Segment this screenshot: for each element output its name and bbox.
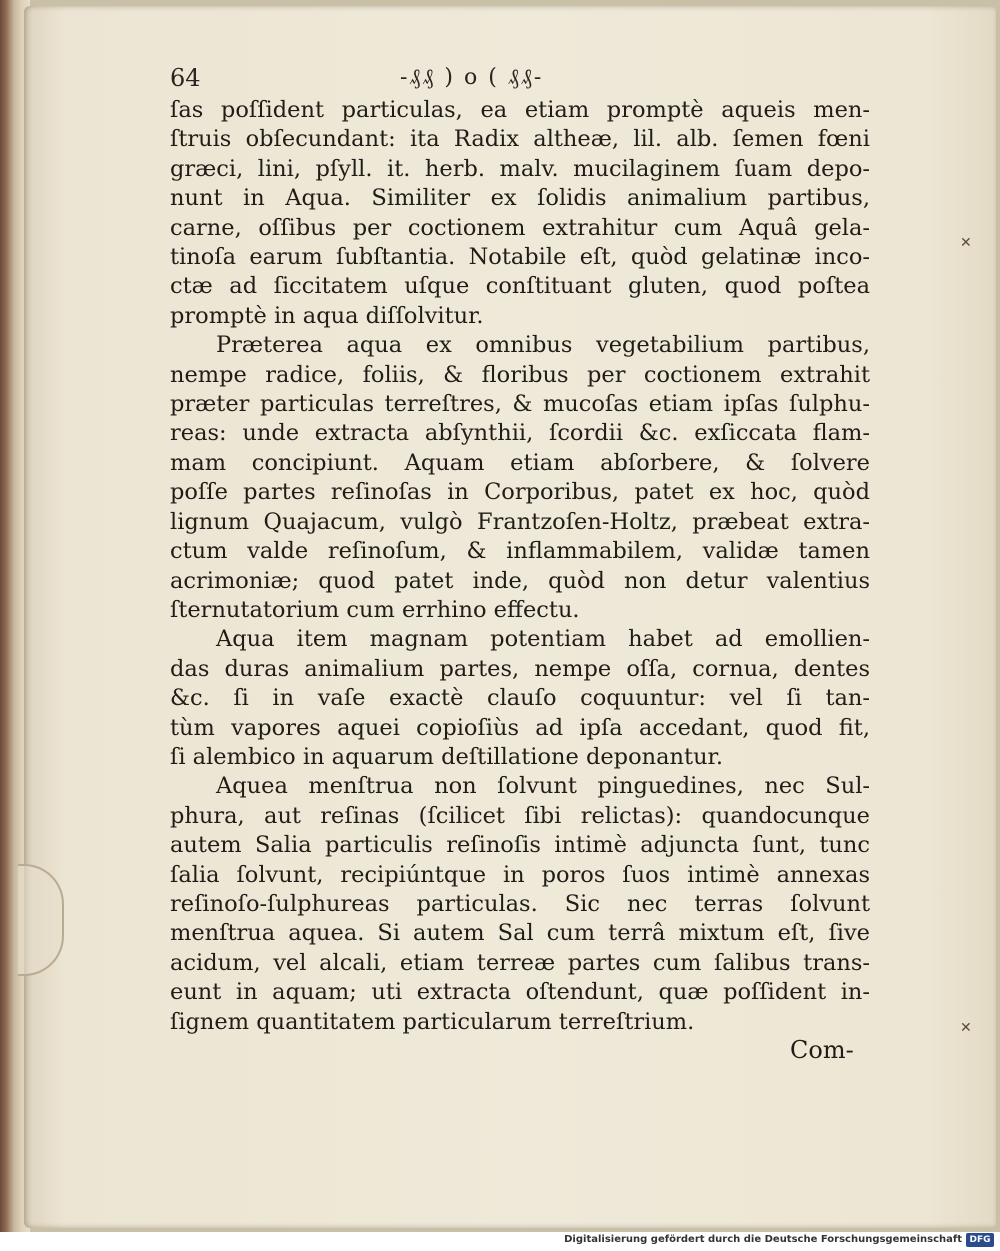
text-line: acidum, vel alcali, etiam terreæ partes cum ſalibus trans- — [170, 949, 870, 976]
text-line: carne, oſſibus per coctionem extrahitur cum Aquâ gela- — [170, 214, 870, 241]
text-line: mam concipiunt. Aquam etiam abſorbere, & ſolvere — [170, 449, 870, 476]
text-line: lignum Quajacum, vulgò Frantzoſen-Holtz, præbeat extra- — [170, 508, 870, 535]
text-line: promptè in aqua diſſolvitur. — [170, 302, 484, 329]
footer-credit: Digitalisierung gefördert durch die Deutsche Forschungsgemeinschaft — [564, 1234, 962, 1245]
text-line: nunt in Aqua. Similiter ex ſolidis animalium partibus, — [170, 185, 870, 212]
margin-mark-icon: ✕ — [960, 235, 972, 251]
text-line: eunt in aquam; uti extracta oſtendunt, quæ poſſident in- — [170, 979, 870, 1006]
text-line: ſi alembico in aquarum deſtillatione deponantur. — [170, 743, 723, 770]
text-line: autem Salia particulis reſinoſis intimè adjuncta ſunt, tunc — [170, 832, 870, 859]
dfg-logo: DFG — [966, 1233, 994, 1247]
text-line: nempe radice, foliis, & floribus per coctionem extrahit — [170, 361, 870, 388]
text-line: ctæ ad ſiccitatem uſque conſtituant gluten, quod poſtea — [170, 273, 870, 300]
text-line: acrimoniæ; quod patet inde, quòd non detur valentius — [170, 567, 870, 594]
catchword: Com- — [790, 1036, 854, 1064]
paragraph — [170, 96, 870, 331]
text-line: ſignem quantitatem particularum terreſtrium. — [170, 1008, 695, 1035]
page-number: 64 — [170, 64, 201, 92]
text-line: ſternutatorium cum errhino effectu. — [170, 596, 580, 623]
text-line: reas: unde extracta abſynthii, ſcordii &c. exſiccata flam- — [170, 420, 870, 447]
page-header — [170, 64, 870, 94]
text-line: græci, lini, pſyll. it. herb. malv. mucilaginem ſuam depo- — [170, 155, 870, 182]
text-line: præter particulas terreſtres, & mucoſas etiam ipſas ſulphu- — [170, 391, 870, 418]
text-line: tùm vapores aquei copioſiùs ad ipſa accedant, quod fit, — [170, 714, 870, 741]
text-line: menſtrua aquea. Si autem Sal cum terrâ mixtum eſt, ſive — [170, 920, 870, 947]
paragraph — [170, 331, 870, 625]
body-text — [170, 96, 870, 1037]
text-line: tinoſa earum ſubſtantia. Notabile eſt, quòd gelatinæ inco- — [170, 244, 870, 271]
text-line: poſſe partes reſinoſas in Corporibus, patet ex hoc, quòd — [170, 479, 870, 506]
text-line: Præterea aqua ex omnibus vegetabilium partibus, — [216, 332, 870, 359]
running-head-ornament: -₰₰ ) o ( ₰₰- — [400, 65, 544, 90]
text-line: reſinoſo-ſulphureas particulas. Sic nec terras ſolvunt — [170, 890, 870, 917]
text-line: ſtruis obſecundant: ita Radix altheæ, lil. alb. ſemen fœni — [170, 126, 870, 153]
text-line: ctum valde reſinoſum, & inflammabilem, validæ tamen — [170, 538, 870, 565]
footer-bar — [0, 1232, 1000, 1251]
text-line: phura, aut reſinas (ſcilicet ſibi relictas): quandocunque — [170, 802, 870, 829]
text-line: &c. ſi in vaſe exactè clauſo coquuntur: vel ſi tan- — [170, 685, 870, 712]
paragraph — [170, 625, 870, 772]
text-line: ſalia ſolvunt, recipiúntque in poros ſuos intimè annexas — [170, 861, 870, 888]
text-line: Aqua item magnam potentiam habet ad emollien- — [216, 626, 870, 653]
text-line: Aquea menſtrua non ſolvunt pinguedines, nec Sul- — [216, 773, 870, 800]
text-line: das duras animalium partes, nempe oſſa, cornua, dentes — [170, 655, 870, 682]
margin-mark-icon: ✕ — [960, 1020, 972, 1036]
paragraph — [170, 772, 870, 1037]
text-line: ſas poſſident particulas, ea etiam promptè aqueis men- — [170, 97, 870, 123]
page-clasp — [18, 864, 64, 976]
